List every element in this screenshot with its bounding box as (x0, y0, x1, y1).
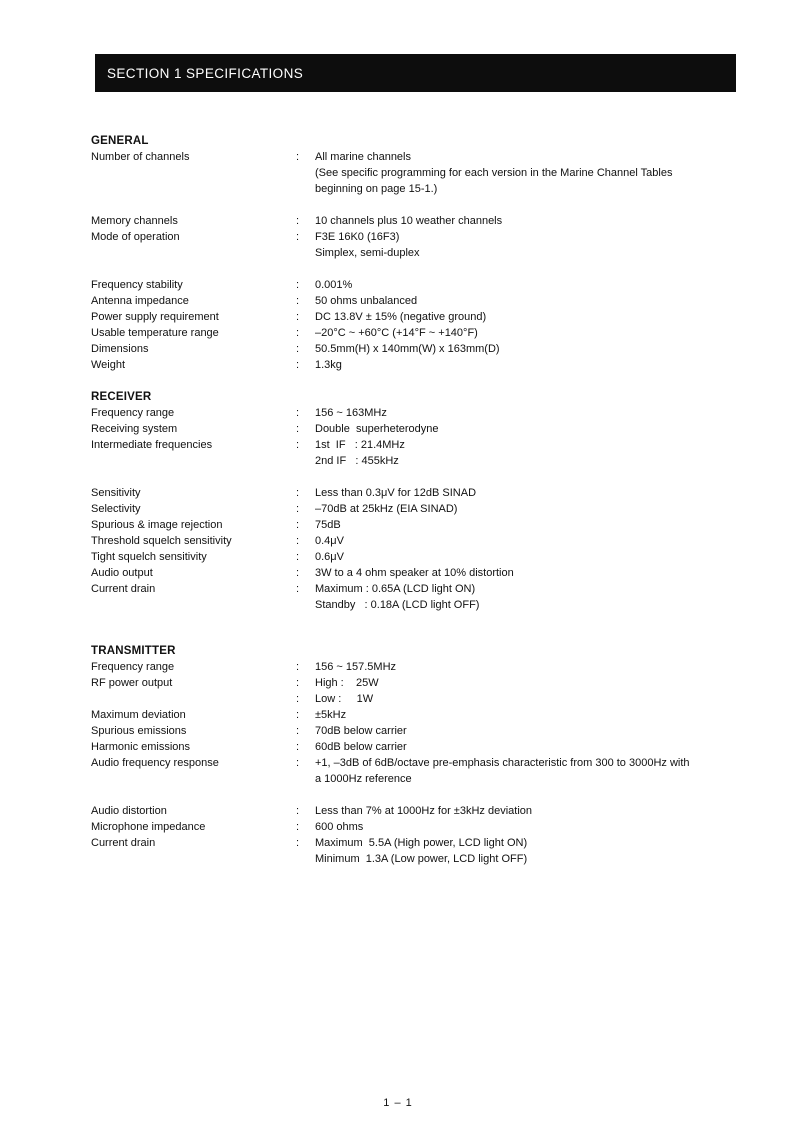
spec-row (91, 325, 751, 341)
spec-label: Audio frequency response (91, 757, 219, 769)
spec-row (91, 565, 751, 581)
spec-row (91, 405, 751, 421)
spec-row (91, 149, 751, 197)
spec-values (315, 277, 751, 293)
spec-label: Weight (91, 359, 126, 371)
spec-row (91, 229, 751, 261)
section-title: SECTION 1 SPECIFICATIONS (107, 65, 304, 81)
spec-values (315, 213, 751, 229)
spec-label: Harmonic emissions (91, 741, 191, 753)
spec-value: Double superheterodyne (315, 423, 439, 435)
spec-colon: : (296, 567, 300, 579)
spec-values (315, 325, 751, 341)
spec-label: Current drain (91, 583, 156, 595)
spec-label: Receiving system (91, 423, 178, 435)
spec-value: 50 ohms unbalanced (315, 295, 418, 307)
spec-values (315, 723, 751, 739)
spec-value: Minimum 1.3A (Low power, LCD light OFF) (315, 853, 528, 865)
spec-value: 70dB below carrier (315, 725, 407, 737)
spec-label: Tight squelch sensitivity (91, 551, 207, 563)
spec-row (91, 437, 751, 469)
spec-colon: : (296, 359, 300, 371)
spec-value: Standby : 0.18A (LCD light OFF) (315, 599, 480, 611)
spec-row (91, 533, 751, 549)
spec-value: –70dB at 25kHz (EIA SINAD) (315, 503, 458, 515)
spec-section-transmitter (91, 643, 751, 867)
spec-colon: : (296, 503, 300, 515)
spec-values (315, 581, 751, 613)
spec-values (315, 739, 751, 755)
spec-value: High : 25W (315, 677, 379, 689)
spec-section-general (91, 133, 751, 373)
spec-values (315, 707, 751, 723)
spec-values (315, 803, 751, 819)
spec-value: 0.6μV (315, 551, 344, 563)
spec-label: Microphone impedance (91, 821, 206, 833)
spec-row (91, 723, 751, 739)
spec-colon: : (296, 725, 300, 737)
spec-values (315, 485, 751, 501)
spec-colon: : (296, 709, 300, 721)
spec-value: Less than 0.3μV for 12dB SINAD (315, 487, 477, 499)
specifications-content (91, 133, 751, 883)
spec-row (91, 517, 751, 533)
spec-label: Frequency range (91, 661, 175, 673)
spec-colon: : (296, 215, 300, 227)
spec-colon: : (296, 343, 300, 355)
spec-row (91, 707, 751, 723)
spec-row (91, 691, 751, 707)
spec-colon: : (296, 519, 300, 531)
spec-label: Current drain (91, 837, 156, 849)
spec-colon: : (296, 535, 300, 547)
spec-values (315, 437, 751, 469)
spec-row (91, 341, 751, 357)
spec-value: 1.3kg (315, 359, 342, 371)
spec-colon: : (296, 327, 300, 339)
spec-label: Memory channels (91, 215, 178, 227)
spec-colon: : (296, 677, 300, 689)
spec-colon: : (296, 805, 300, 817)
spec-values (315, 835, 751, 867)
spec-row (91, 485, 751, 501)
spec-value: 0.001% (315, 279, 353, 291)
section-header-bar (95, 54, 736, 92)
spec-values (315, 501, 751, 517)
spec-value: 0.4μV (315, 535, 344, 547)
spec-colon: : (296, 757, 300, 769)
spec-label: Frequency stability (91, 279, 183, 291)
spec-row (91, 549, 751, 565)
spec-value: 1st IF : 21.4MHz (315, 439, 405, 451)
spec-value: 3W to a 4 ohm speaker at 10% distortion (315, 567, 514, 579)
spec-section-receiver (91, 389, 751, 613)
spec-label: Audio output (91, 567, 153, 579)
page-number: 1 – 1 (383, 1097, 413, 1109)
spec-values (315, 533, 751, 549)
spec-values (315, 357, 751, 373)
spec-colon: : (296, 741, 300, 753)
spec-label: Spurious emissions (91, 725, 187, 737)
spec-row (91, 309, 751, 325)
spec-values (315, 755, 751, 787)
spec-values (315, 421, 751, 437)
spec-row (91, 675, 751, 691)
spec-row (91, 581, 751, 613)
spec-label: Dimensions (91, 343, 149, 355)
spec-value: All marine channels (315, 151, 411, 163)
spec-value: DC 13.8V ± 15% (negative ground) (315, 311, 487, 323)
spec-value: Low : 1W (315, 693, 374, 705)
spec-label: Sensitivity (91, 487, 141, 499)
spec-row (91, 819, 751, 835)
spec-section-title: TRANSMITTER (91, 645, 176, 657)
spec-label: Number of channels (91, 151, 190, 163)
spec-colon: : (296, 583, 300, 595)
spec-row (91, 213, 751, 229)
spec-row (91, 755, 751, 787)
spec-label: Maximum deviation (91, 709, 186, 721)
spec-value: 50.5mm(H) x 140mm(W) x 163mm(D) (315, 343, 500, 355)
spec-value: +1, –3dB of 6dB/octave pre-emphasis characteristic from 300 to 3000Hz with (315, 757, 690, 769)
spec-colon: : (296, 661, 300, 673)
spec-value: beginning on page 15-1.) (315, 183, 438, 195)
spec-row (91, 659, 751, 675)
spec-label: Threshold squelch sensitivity (91, 535, 232, 547)
spec-values (315, 675, 751, 691)
spec-colon: : (296, 423, 300, 435)
spec-label (91, 691, 296, 707)
spec-value: Simplex, semi-duplex (315, 247, 420, 259)
spec-values (315, 565, 751, 581)
spec-label: Usable temperature range (91, 327, 219, 339)
spec-values (315, 517, 751, 533)
spec-colon: : (296, 821, 300, 833)
spec-row (91, 835, 751, 867)
spec-label: Audio distortion (91, 805, 167, 817)
spec-value: 600 ohms (315, 821, 364, 833)
spec-label: Mode of operation (91, 231, 180, 243)
spec-label: Selectivity (91, 503, 141, 515)
spec-values (315, 405, 751, 421)
spec-value: Maximum : 0.65A (LCD light ON) (315, 583, 476, 595)
spec-section-title: RECEIVER (91, 391, 152, 403)
spec-colon: : (296, 407, 300, 419)
spec-value: 156 ~ 163MHz (315, 407, 387, 419)
spec-label: RF power output (91, 677, 173, 689)
spec-label: Intermediate frequencies (91, 439, 213, 451)
spec-colon: : (296, 837, 300, 849)
spec-colon: : (296, 231, 300, 243)
spec-colon: : (296, 551, 300, 563)
spec-value: 75dB (315, 519, 341, 531)
spec-colon: : (296, 487, 300, 499)
spec-value: a 1000Hz reference (315, 773, 412, 785)
spec-row (91, 421, 751, 437)
spec-colon: : (296, 279, 300, 291)
spec-value: 60dB below carrier (315, 741, 407, 753)
spec-label: Frequency range (91, 407, 175, 419)
spec-value: (See specific programming for each version in the Marine Channel Tables (315, 167, 673, 179)
spec-values (315, 229, 751, 261)
spec-label: Spurious & image rejection (91, 519, 223, 531)
spec-section-title: GENERAL (91, 135, 149, 147)
spec-colon: : (296, 151, 300, 163)
spec-row (91, 501, 751, 517)
spec-label: Power supply requirement (91, 311, 219, 323)
spec-row (91, 739, 751, 755)
spec-values (315, 149, 751, 197)
spec-value: 156 ~ 157.5MHz (315, 661, 397, 673)
spec-colon: : (296, 693, 300, 705)
spec-row (91, 293, 751, 309)
spec-colon: : (296, 439, 300, 451)
spec-values (315, 549, 751, 565)
spec-value: ±5kHz (315, 709, 347, 721)
spec-values (315, 659, 751, 675)
spec-value: 2nd IF : 455kHz (315, 455, 399, 467)
spec-colon: : (296, 311, 300, 323)
spec-value: Maximum 5.5A (High power, LCD light ON) (315, 837, 528, 849)
spec-values (315, 691, 751, 707)
spec-colon: : (296, 295, 300, 307)
spec-value: Less than 7% at 1000Hz for ±3kHz deviation (315, 805, 532, 817)
spec-label: Antenna impedance (91, 295, 189, 307)
spec-values (315, 293, 751, 309)
spec-values (315, 819, 751, 835)
spec-row (91, 803, 751, 819)
spec-value: –20°C ~ +60°C (+14°F ~ +140°F) (315, 327, 478, 339)
spec-values (315, 341, 751, 357)
spec-value: F3E 16K0 (16F3) (315, 231, 400, 243)
spec-value: 10 channels plus 10 weather channels (315, 215, 503, 227)
spec-values (315, 309, 751, 325)
spec-row (91, 277, 751, 293)
spec-row (91, 357, 751, 373)
